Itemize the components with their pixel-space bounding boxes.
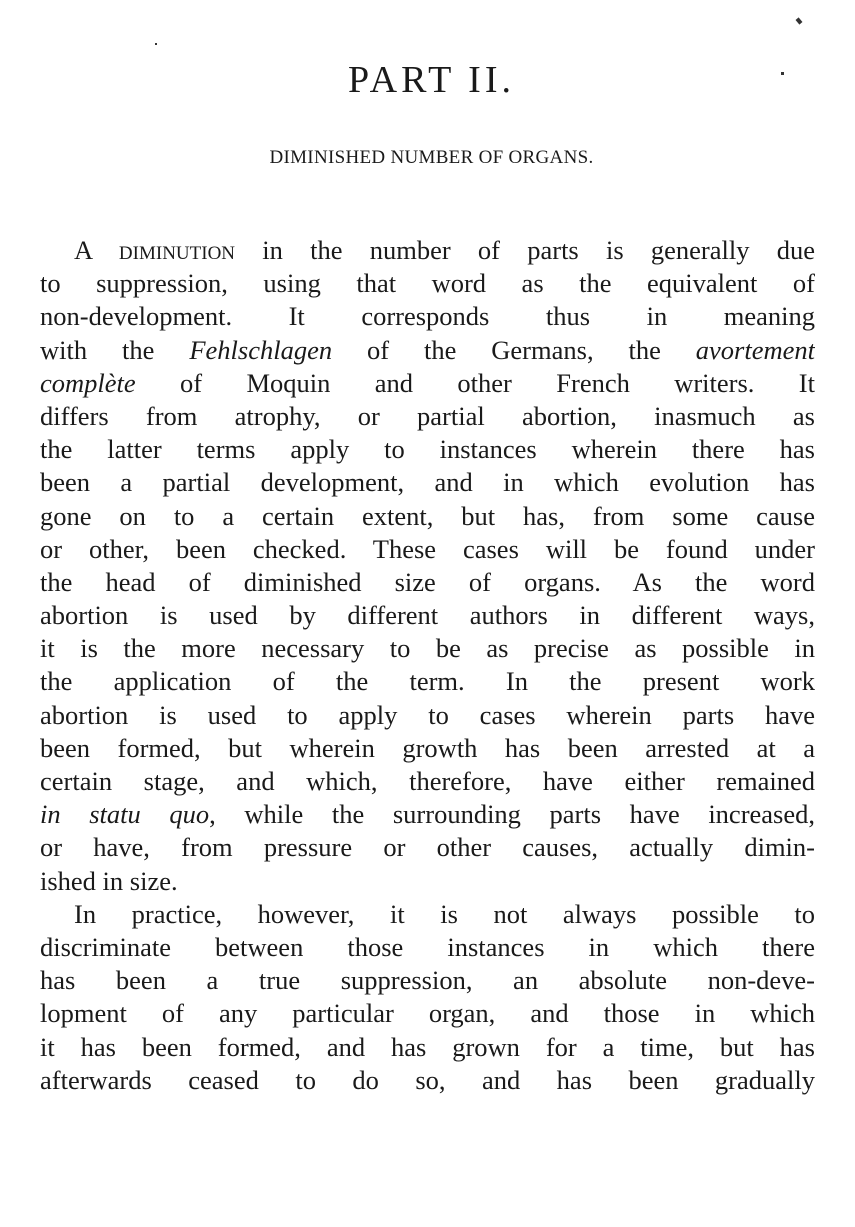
text-line (40, 367, 815, 400)
text-line (40, 732, 815, 765)
text-line (40, 964, 815, 997)
text-line (40, 997, 815, 1030)
text-line (40, 267, 815, 300)
text-segment: or have, from pressure or other causes, actually dimin- (40, 832, 815, 863)
text-segment: differs from atrophy, or partial abortion, inasmuch as (40, 400, 815, 431)
scan-speck (781, 72, 784, 75)
text-segment: in the number of parts is generally due (235, 235, 815, 265)
text-segment: , while the surrounding parts have increased, (209, 799, 815, 830)
text-line (40, 300, 815, 333)
text-segment: it is the more necessary to be as precise as possible in (40, 633, 815, 664)
text-segment: of the Germans, the (332, 334, 696, 365)
body-text (40, 234, 815, 1097)
text-line (40, 665, 815, 698)
text-segment: non-development. It corresponds thus in meaning (40, 301, 815, 332)
book-page (40, 0, 815, 1227)
text-segment: avortement (695, 334, 815, 365)
text-line (40, 865, 815, 898)
text-segment: afterwards ceased to do so, and has been gradually (40, 1064, 815, 1095)
text-line (40, 533, 815, 566)
text-segment: the head of diminished size of organs. As the word (40, 566, 815, 597)
text-segment: abortion is used to apply to cases wherein parts have (40, 699, 815, 730)
text-line (40, 798, 815, 831)
text-line (40, 334, 815, 367)
text-line (40, 831, 815, 864)
text-segment: it has been formed, and has grown for a time, but has (40, 1031, 815, 1062)
text-segment: been formed, but wherein growth has been arrested at a (40, 732, 815, 763)
text-segment: lopment of any particular organ, and those in which (40, 998, 815, 1029)
text-segment: complète (40, 367, 136, 398)
text-segment: has been a true suppression, an absolute non-deve- (40, 965, 815, 996)
text-line (40, 599, 815, 632)
text-line (40, 234, 815, 267)
text-segment: in statu quo (40, 799, 210, 830)
text-segment: A (74, 235, 119, 265)
section-subtitle: DIMINISHED NUMBER OF ORGANS. (269, 147, 594, 168)
text-line (40, 400, 815, 433)
text-segment: In practice, however, it is not always possible to (74, 898, 815, 929)
text-segment: Fehlschlagen (189, 334, 333, 365)
text-line (40, 500, 815, 533)
part-title: PART II. (348, 59, 515, 101)
text-line (40, 566, 815, 599)
text-line (40, 699, 815, 732)
text-segment: with the (40, 334, 190, 365)
text-segment: gone on to a certain extent, but has, from some cause (40, 500, 815, 531)
text-segment: the latter terms apply to instances wherein there has (40, 434, 815, 465)
text-segment: discriminate between those instances in which there (40, 931, 815, 962)
text-line (40, 1031, 815, 1064)
text-line (40, 433, 815, 466)
text-line (40, 931, 815, 964)
text-segment: been a partial development, and in which evolution has (40, 467, 815, 498)
text-line (40, 898, 815, 931)
text-line (40, 1064, 815, 1097)
text-line (40, 466, 815, 499)
text-segment: or other, been checked. These cases will be found under (40, 533, 815, 564)
text-segment: abortion is used by different authors in different ways, (40, 600, 815, 631)
text-segment: to suppression, using that word as the equivalent of (40, 268, 815, 299)
text-segment: diminution (118, 235, 236, 265)
text-line (40, 765, 815, 798)
text-segment: of Moquin and other French writers. It (135, 367, 815, 398)
text-segment: ished in size. (40, 865, 178, 896)
text-segment: certain stage, and which, therefore, have either remained (40, 766, 815, 796)
text-line (40, 632, 815, 665)
scan-speck (155, 43, 157, 45)
text-segment: the application of the term. In the present work (40, 666, 815, 697)
